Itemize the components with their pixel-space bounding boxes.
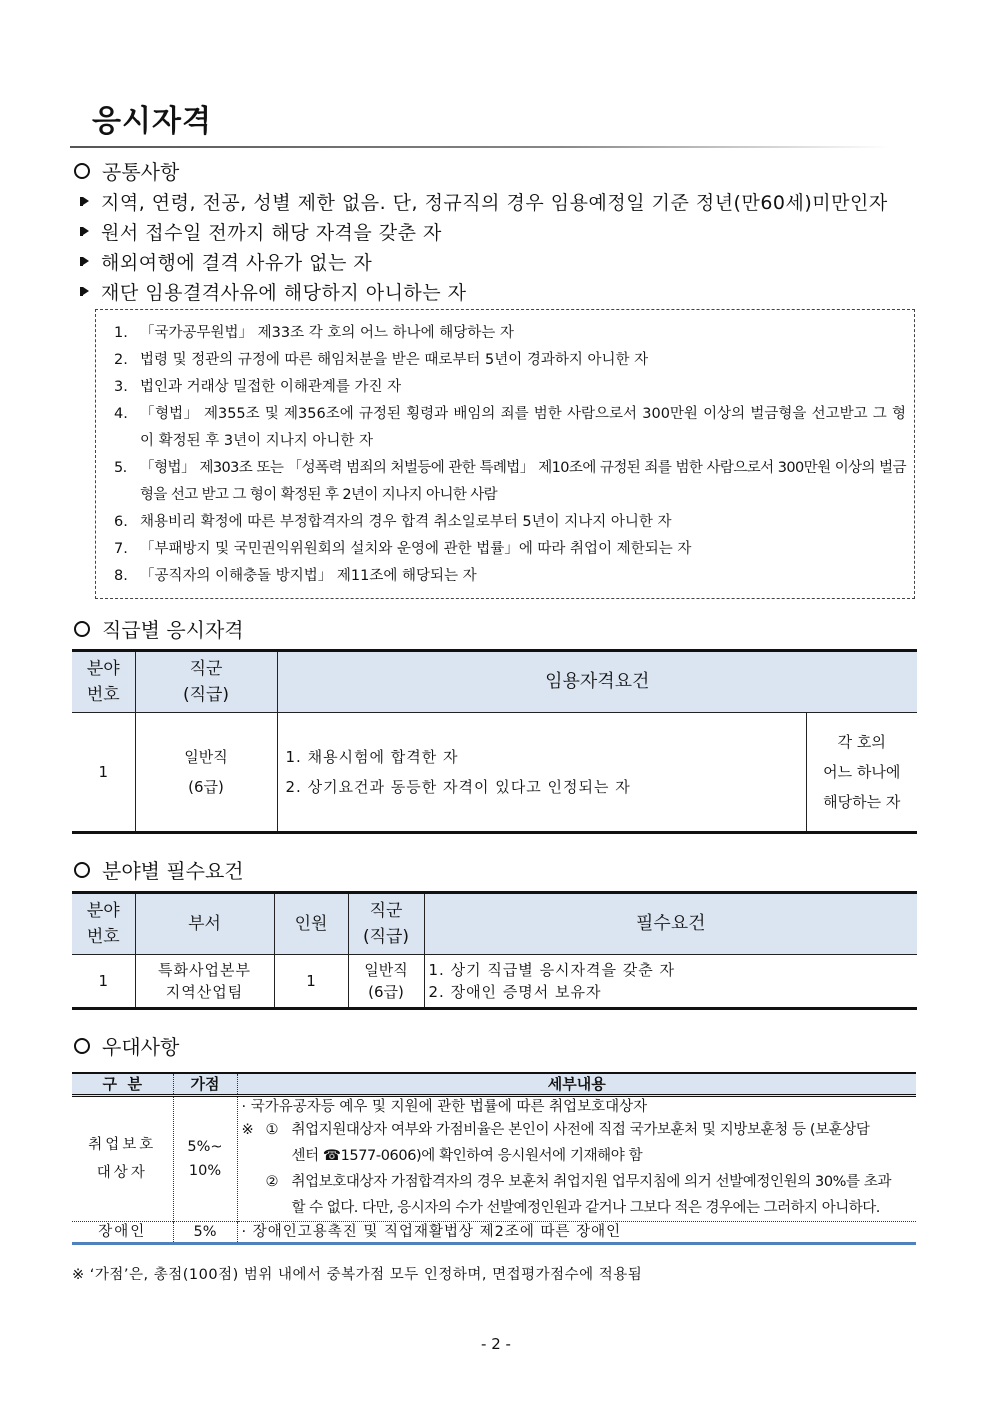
- circle-bullet-icon: [74, 862, 90, 878]
- disqualification-item: [114, 320, 906, 347]
- cell-job: 일반직 (6급): [135, 713, 277, 833]
- header-requirements: 필수요건: [424, 893, 917, 955]
- header-field-no: 분야 번호: [72, 651, 135, 713]
- bullet-item: [80, 216, 888, 246]
- header-bonus: 가점: [173, 1073, 237, 1096]
- page-number: - 2 -: [481, 1335, 511, 1353]
- note-text: 취업지원대상자 여부와 가점비율은 본인이 사전에 직접 국가보훈처 및 지방보훈청 등 (보훈상담: [291, 1122, 870, 1138]
- section-field-heading: [74, 855, 244, 884]
- title-divider: [70, 146, 890, 148]
- cell-bonus: 5%~ 10%: [173, 1096, 237, 1222]
- cell-category: 장애인: [72, 1222, 173, 1244]
- section-field-title: 분야별 필수요건: [102, 859, 244, 883]
- cell-details: · 장애인고용촉진 및 직업재활법상 제2조에 따른 장애인: [237, 1222, 916, 1244]
- disqualification-item: [114, 509, 906, 536]
- preferences-table: [72, 1072, 916, 1245]
- bullet-item: [80, 276, 888, 306]
- item-number: 7.: [114, 541, 128, 557]
- half-circle-bullet-icon: [80, 287, 89, 296]
- cell-headcount: 1: [274, 955, 348, 1009]
- bullet-text: 재단 임용결격사유에 해당하지 아니하는 자: [101, 281, 467, 304]
- disqualification-item: [114, 374, 906, 401]
- header-category: 구 분: [72, 1073, 173, 1096]
- cell-job: 일반직 (6급): [348, 955, 424, 1009]
- item-text: 채용비리 확정에 따른 부정합격자의 경우 합격 취소일로부터 5년이 지나지 아니한 자: [140, 514, 672, 530]
- disqualification-box: [95, 309, 915, 599]
- item-number: 6.: [114, 514, 128, 530]
- cell-field-no: 1: [72, 955, 135, 1009]
- item-text: 「형법」 제303조 또는 「성폭력 범죄의 처벌등에 관한 특례법」 제10조에 규정된 죄를 범한 사람으로서 300만원 이상의 벌금형을 선고 받고 그 형이 확정된 후 2년이 지나지 아니한 사람: [140, 460, 906, 503]
- item-text: 「부패방지 및 국민권익위원회의 설치와 운영에 관한 법률」에 따라 취업이 제한되는 자: [140, 541, 692, 557]
- half-circle-bullet-icon: [80, 227, 89, 236]
- note-text: 할 수 없다. 다만, 응시자의 수가 선발예정인원과 같거나 그보다 적은 경우에는 그러하지 아니하다.: [291, 1200, 880, 1216]
- table-row: [72, 1096, 916, 1222]
- detail-note-2: [242, 1169, 917, 1195]
- bullet-text: 해외여행에 결격 사유가 없는 자: [101, 251, 373, 274]
- disqualification-item: [114, 401, 906, 455]
- page-title: 응시자격: [92, 104, 212, 139]
- item-text: 「형법」 제355조 및 제356조에 규정된 횡령과 배임의 죄를 범한 사람으로서 300만원 이상의 벌금형을 선고받고 그 형이 확정된 후 3년이 지나지 아니한 자: [140, 406, 906, 449]
- header-requirements: 임용자격요건: [277, 651, 917, 713]
- section-grade-heading: [74, 614, 244, 643]
- field-requirements-table: [72, 891, 917, 1010]
- section-grade-title: 직급별 응시자격: [102, 618, 244, 642]
- disqualification-item: [114, 347, 906, 374]
- circle-bullet-icon: [74, 163, 90, 179]
- note-text: 취업보호대상자 가점합격자의 경우 보훈처 취업지원 업무지침에 의거 선발예정인원의 30%를 초과: [291, 1174, 892, 1190]
- item-number: 8.: [114, 568, 128, 584]
- disqualification-item: [114, 455, 906, 509]
- cell-bonus: 5%: [173, 1222, 237, 1244]
- header-job: 직군 (직급): [135, 651, 277, 713]
- circled-number-icon: ②: [265, 1174, 279, 1190]
- cell-requirements: 1. 채용시험에 합격한 자 2. 상기요건과 동등한 자격이 있다고 인정되는 자: [277, 713, 806, 833]
- grade-qualification-table: [72, 649, 917, 834]
- bullet-text: 원서 접수일 전까지 해당 자격을 갖춘 자: [101, 221, 442, 244]
- header-field-no: 분야 번호: [72, 893, 135, 955]
- half-circle-bullet-icon: [80, 257, 89, 266]
- item-text: 법령 및 정관의 규정에 따른 해임처분을 받은 때로부터 5년이 경과하지 아니한 자: [140, 352, 649, 368]
- header-department: 부서: [135, 893, 274, 955]
- common-bullet-list: [80, 186, 888, 306]
- cell-field-no: 1: [72, 713, 135, 833]
- cell-category: 취업보호 대상자: [72, 1096, 173, 1222]
- item-number: 3.: [114, 379, 128, 395]
- bullet-text: 지역, 연령, 전공, 성별 제한 없음. 단, 정규직의 경우 임용예정일 기준 정년(만60세)미만인자: [101, 191, 888, 214]
- section-common-title: 공통사항: [102, 160, 180, 184]
- item-text: 법인과 거래상 밀접한 이해관계를 가진 자: [140, 379, 402, 395]
- item-number: 4.: [114, 406, 128, 422]
- footnote: ※ ‘가점’은, 총점(100점) 범위 내에서 중복가점 모두 인정하며, 면접평가점수에 적용됨: [72, 1267, 643, 1283]
- header-job: 직군 (직급): [348, 893, 424, 955]
- table-row: [72, 1222, 916, 1244]
- circled-number-icon: ①: [265, 1122, 279, 1138]
- table-header-row: [72, 1073, 916, 1096]
- note-text: 센터 ☎1577-0606)에 확인하여 응시원서에 기재해야 함: [291, 1148, 643, 1164]
- detail-main: · 국가유공자등 예우 및 지원에 관한 법률에 따른 취업보호대상자: [241, 1099, 648, 1115]
- cell-requirements: 1. 상기 직급별 응시자격을 갖춘 자 2. 장애인 증명서 보유자: [424, 955, 917, 1009]
- header-details: 세부내용: [237, 1073, 916, 1096]
- cell-department: 특화사업본부 지역산업팀: [135, 955, 274, 1009]
- disqualification-item: [114, 536, 906, 563]
- section-preferences-title: 우대사항: [102, 1035, 180, 1059]
- section-preferences-heading: [74, 1031, 179, 1060]
- item-number: 2.: [114, 352, 128, 368]
- circle-bullet-icon: [74, 1038, 90, 1054]
- half-circle-bullet-icon: [80, 197, 89, 206]
- table-header-row: [72, 893, 917, 955]
- table-row: [72, 955, 917, 1009]
- header-headcount: 인원: [274, 893, 348, 955]
- item-text: 「공직자의 이해충돌 방지법」 제11조에 해당되는 자: [140, 568, 477, 584]
- item-number: 1.: [114, 325, 128, 341]
- bullet-item: [80, 246, 888, 276]
- cell-note: 각 호의 어느 하나에 해당하는 자: [806, 713, 917, 833]
- table-header-row: [72, 651, 917, 713]
- item-text: 「국가공무원법」 제33조 각 호의 어느 하나에 해당하는 자: [140, 325, 514, 341]
- reference-mark-icon: ※: [241, 1122, 254, 1138]
- circle-bullet-icon: [74, 621, 90, 637]
- item-number: 5.: [114, 460, 127, 476]
- bullet-item: [80, 186, 888, 216]
- table-row: [72, 713, 917, 833]
- section-common-heading: [74, 156, 179, 185]
- cell-details: [237, 1096, 916, 1222]
- detail-note-1: [242, 1117, 917, 1143]
- disqualification-item: [114, 563, 906, 590]
